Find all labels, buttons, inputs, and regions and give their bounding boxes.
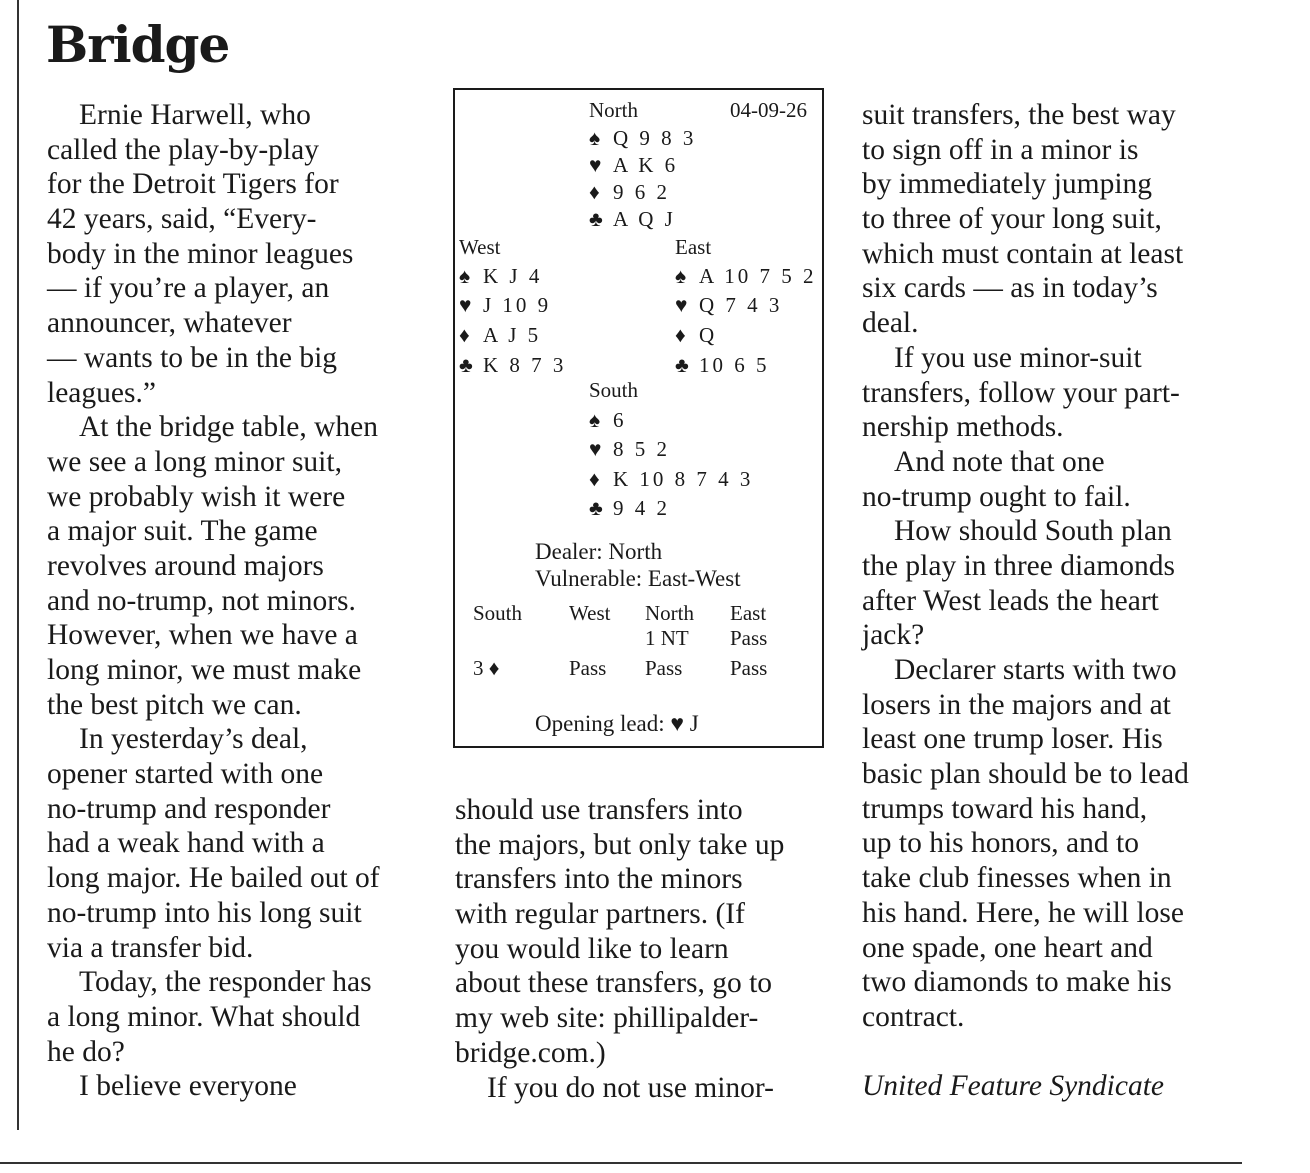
article-line: no-trump into his long suit — [47, 896, 362, 929]
article-line: my web site: phillipalder- — [455, 1002, 759, 1035]
south-label: South — [589, 378, 639, 402]
article-line: a long minor. What should — [47, 1000, 361, 1033]
auction-header-east: East — [730, 601, 767, 625]
auction-bid: Pass — [730, 656, 768, 680]
article-line: However, when we have a — [47, 619, 358, 652]
article-line: bridge.com.) — [455, 1036, 606, 1069]
article-line: At the bridge table, when — [79, 411, 379, 444]
article-line: body in the minor leagues — [47, 237, 354, 270]
article-line: a major suit. The game — [47, 515, 318, 548]
article-line: for the Detroit Tigers for — [47, 168, 339, 201]
article-line: the play in three diamonds — [862, 549, 1175, 582]
article-line: the best pitch we can. — [47, 688, 302, 721]
article-line: If you do not use minor- — [487, 1071, 774, 1104]
article-line: losers in the majors and at — [862, 688, 1171, 721]
article-line: least one trump loser. His — [862, 723, 1163, 756]
opening-lead: Opening lead: ♥ J — [535, 711, 699, 736]
article-line: no-trump and responder — [47, 792, 331, 825]
article-line: nership methods. — [862, 411, 1064, 444]
article-line: revolves around majors — [47, 549, 324, 582]
club-icon: ♣ — [589, 207, 603, 231]
article-line: deal. — [862, 307, 919, 340]
diamond-icon: ♦ — [589, 180, 600, 204]
auction-bid: Pass — [645, 656, 683, 680]
article-line: — if you’re a player, an — [47, 272, 330, 305]
article-line: 42 years, said, “Every- — [47, 203, 317, 236]
article-line: should use transfers into — [455, 794, 743, 826]
auction-header-north: North — [645, 601, 694, 625]
article-line: long major. He bailed out of — [47, 862, 380, 895]
article-line: to sign off in a minor is — [862, 133, 1139, 166]
article-line: his hand. Here, he will lose — [862, 896, 1184, 929]
heart-icon: ♥ — [459, 293, 472, 317]
vulnerability-info: Vulnerable: East-West — [535, 566, 741, 591]
article-line: opener started with one — [47, 758, 324, 791]
article-line: And note that one — [894, 445, 1105, 478]
auction-bid: Pass — [569, 656, 607, 680]
article-line: you would like to learn — [455, 932, 729, 965]
article-line: which must contain at least — [862, 237, 1184, 270]
article-line: two diamonds to make his — [862, 966, 1172, 999]
heart-icon: ♥ — [589, 437, 602, 461]
article-line: transfers into the minors — [455, 863, 743, 896]
article-line: he do? — [47, 1035, 125, 1068]
east-label: East — [675, 235, 712, 259]
south-hearts: ♥ 8 5 2 — [589, 437, 670, 461]
article-line: Today, the responder has — [79, 966, 372, 999]
bottom-rule — [0, 1162, 1242, 1164]
article-line: If you use minor-suit — [894, 341, 1142, 374]
auction-bid: Pass — [730, 626, 768, 650]
article-line: long minor, we must make — [47, 654, 362, 686]
east-diamonds: ♦ Q — [675, 323, 718, 347]
dealer-info: Dealer: North — [535, 539, 663, 564]
heart-icon: ♥ — [675, 293, 688, 317]
article-line: suit transfers, the best way — [862, 99, 1176, 131]
article-line: six cards — as in today’s — [862, 272, 1158, 305]
east-spades: ♠ A 10 7 5 2 — [675, 264, 817, 288]
article-line: to three of your long suit, — [862, 203, 1162, 236]
south-diamonds: ♦ K 10 8 7 4 3 — [589, 467, 754, 491]
article-line: How should South plan — [894, 515, 1172, 548]
article-line: In yesterday’s deal, — [79, 723, 308, 756]
club-icon: ♣ — [589, 496, 603, 520]
north-spades: ♠ Q 9 8 3 — [589, 126, 697, 150]
byline: United Feature Syndicate — [862, 1070, 1165, 1103]
spade-icon: ♠ — [459, 264, 471, 288]
article-column-1 — [47, 98, 432, 1104]
club-icon: ♣ — [459, 353, 473, 377]
diamond-icon: ♦ — [459, 323, 470, 347]
article-line: leagues.” — [47, 376, 156, 409]
article-line: announcer, whatever — [47, 307, 292, 340]
article-line: we probably wish it were — [47, 480, 346, 513]
west-hearts: ♥ J 10 9 — [459, 293, 552, 317]
article-line: the majors, but only take up — [455, 828, 785, 861]
article-line: jack? — [862, 619, 925, 652]
article-line: contract. — [862, 1000, 965, 1033]
bridge-deal-diagram — [453, 88, 824, 748]
article-line: up to his honors, and to — [862, 827, 1139, 860]
heart-icon: ♥ — [589, 153, 602, 177]
article-line: Declarer starts with two — [894, 654, 1177, 686]
article-line: basic plan should be to lead — [862, 758, 1189, 791]
auction-bid: 1 NT — [645, 626, 689, 650]
article-line: and no-trump, not minors. — [47, 584, 356, 617]
auction-header-south: South — [473, 601, 523, 625]
article-line: after West leads the heart — [862, 584, 1159, 617]
article-column-2 — [455, 793, 840, 1105]
left-column-rule — [17, 0, 19, 1130]
spade-icon: ♠ — [589, 126, 601, 150]
article-line — [862, 1035, 1247, 1070]
article-line: Ernie Harwell, who — [79, 99, 311, 131]
west-spades: ♠ K J 4 — [459, 264, 543, 288]
north-clubs: ♣ A Q J — [589, 207, 676, 231]
article-line: take club finesses when in — [862, 862, 1172, 895]
auction-header-west: West — [569, 601, 611, 625]
article-line: no-trump ought to fail. — [862, 480, 1131, 513]
deal-date: 04-09-26 — [730, 98, 807, 122]
article-line: we see a long minor suit, — [47, 445, 342, 478]
north-hearts: ♥ A K 6 — [589, 153, 679, 177]
article-line: had a weak hand with a — [47, 827, 325, 860]
article-line: — wants to be in the big — [47, 341, 338, 374]
club-icon: ♣ — [675, 353, 689, 377]
west-clubs: ♣ K 8 7 3 — [459, 353, 567, 377]
diamond-icon: ♦ — [589, 467, 600, 491]
north-diamonds: ♦ 9 6 2 — [589, 180, 670, 204]
west-diamonds: ♦ A J 5 — [459, 323, 542, 347]
article-line: one spade, one heart and — [862, 931, 1153, 964]
east-hearts: ♥ Q 7 4 3 — [675, 293, 783, 317]
west-label: West — [459, 235, 501, 259]
headline: Bridge — [46, 15, 230, 74]
spade-icon: ♠ — [675, 264, 687, 288]
article-line: transfers, follow your part- — [862, 376, 1180, 409]
south-spades: ♠ 6 — [589, 408, 627, 432]
article-line: about these transfers, go to — [455, 967, 773, 1000]
south-clubs: ♣ 9 4 2 — [589, 496, 670, 520]
article-line: by immediately jumping — [862, 168, 1153, 201]
article-line: called the play-by-play — [47, 133, 319, 166]
spade-icon: ♠ — [589, 408, 601, 432]
article-column-3 — [862, 98, 1247, 1104]
north-label: North — [589, 98, 638, 122]
article-line: with regular partners. (If — [455, 898, 745, 931]
diamond-icon: ♦ — [675, 323, 686, 347]
article-line: I believe everyone — [79, 1070, 297, 1103]
auction-bid: 3 ♦ — [473, 656, 500, 680]
east-clubs: ♣ 10 6 5 — [675, 353, 770, 377]
article-line: via a transfer bid. — [47, 931, 254, 964]
article-line: trumps toward his hand, — [862, 792, 1148, 825]
